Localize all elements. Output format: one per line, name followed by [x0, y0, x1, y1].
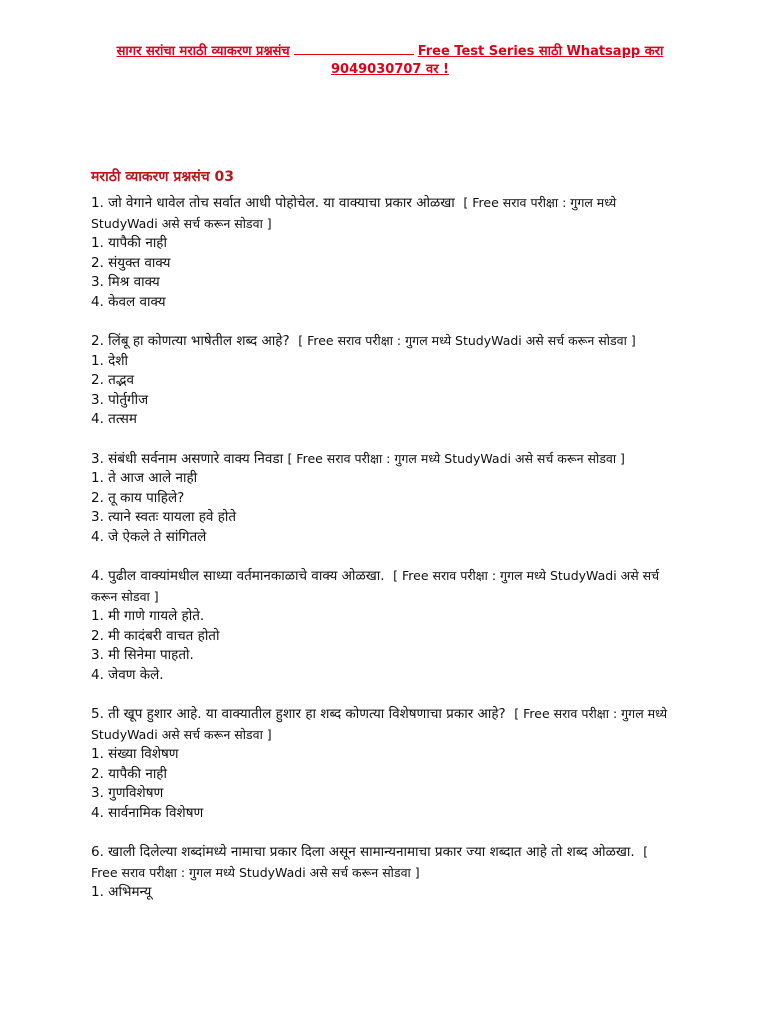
- question-text: 3. संबंधी सर्वनाम असणारे वाक्य निवडा: [91, 450, 284, 467]
- option: 4. जे ऐकले ते सांगितले: [91, 528, 207, 545]
- option: 1. ते आज आले नाही: [91, 470, 198, 486]
- question-hint: [ Free सराव परीक्षा : गुगल मध्ये StudyWadi असे सर्च करून सोडवा ]: [298, 333, 636, 348]
- option: 3. पोर्तुगीज: [91, 391, 149, 408]
- option: 4. सार्वनामिक विशेषण: [91, 804, 204, 821]
- question-text: 6. खाली दिलेल्या शब्दांमध्ये नामाचा प्रकार दिला असून सामान्यनामाचा प्रकार ज्या शब्दात आहे तो शब्द ओळखा.: [91, 844, 635, 860]
- question-text: 4. पुढील वाक्यांमधील साध्या वर्तमानकाळाचे वाक्य ओळखा.: [91, 568, 385, 584]
- option: 3. त्याने स्वतः यायला हवे होते: [91, 509, 237, 525]
- option: 3. मिश्र वाक्य: [91, 274, 160, 290]
- question-text: 1. जो वेगाने धावेल तोच सर्वात आधी पोहोचेल. या वाक्याचा प्रकार ओळखा: [91, 195, 455, 211]
- question-hint: [ Free सराव परीक्षा : गुगल मध्ये StudyWadi असे सर्च करून सोडवा ]: [91, 706, 668, 742]
- question-hint: [ Free सराव परीक्षा : गुगल मध्ये StudyWadi असे सर्च करून सोडवा ]: [91, 844, 649, 880]
- option: 2. यापैकी नाही: [91, 765, 167, 782]
- question-5: [91, 704, 671, 823]
- option: 2. संयुक्त वाक्य: [91, 254, 171, 271]
- header-right-link[interactable]: Free Test Series साठी Whatsapp करा: [417, 44, 664, 59]
- option: 3. गुणविशेषण: [91, 785, 164, 801]
- option: 2. तू काय पाहिले?: [91, 489, 185, 506]
- question-text: 5. ती खूप हुशार आहे. या वाक्यातील हुशार हा शब्द कोणत्या विशेषणाचा प्रकार आहे?: [91, 706, 506, 722]
- option: 2. तद्भव: [91, 372, 135, 388]
- option: 4. तत्सम: [91, 411, 137, 427]
- question-1: [91, 193, 671, 312]
- option: 1. अभिमन्यू: [91, 884, 152, 900]
- option: 4. जेवण केले.: [91, 666, 164, 683]
- question-2: [91, 331, 671, 430]
- option: 1. देशी: [91, 352, 129, 369]
- question-hint: [ Free सराव परीक्षा : गुगल मध्ये StudyWadi असे सर्च करून सोडवा ]: [287, 450, 625, 466]
- option: 1. यापैकी नाही: [91, 235, 167, 251]
- question-hint: [ Free सराव परीक्षा : गुगल मध्ये StudyWadi असे सर्च करून सोडवा ]: [91, 568, 660, 604]
- option: 1. मी गाणे गायले होते.: [91, 608, 205, 624]
- option: 3. मी सिनेमा पाहतो.: [91, 647, 194, 663]
- page-header: [60, 42, 720, 79]
- option: 1. संख्या विशेषण: [91, 746, 179, 762]
- question-text: 2. लिंबू हा कोणत्या भाषेतील शब्द आहे?: [91, 333, 290, 349]
- option: 4. केवल वाक्य: [91, 293, 166, 310]
- question-3: [91, 449, 671, 548]
- option: 2. मी कादंबरी वाचत होतो: [91, 627, 220, 644]
- question-6: [91, 842, 671, 903]
- question-list: [91, 193, 671, 922]
- header-phone-link[interactable]: 9049030707 वर !: [331, 62, 449, 77]
- header-underline-gap: [294, 42, 414, 55]
- page-title: मराठी व्याकरण प्रश्नसंच 03: [91, 169, 234, 185]
- header-left-link[interactable]: सागर सरांचा मराठी व्याकरण प्रश्नसंच: [116, 44, 290, 59]
- question-hint: [ Free सराव परीक्षा : गुगल मध्ये StudyWadi असे सर्च करून सोडवा ]: [91, 195, 617, 231]
- question-4: [91, 566, 671, 685]
